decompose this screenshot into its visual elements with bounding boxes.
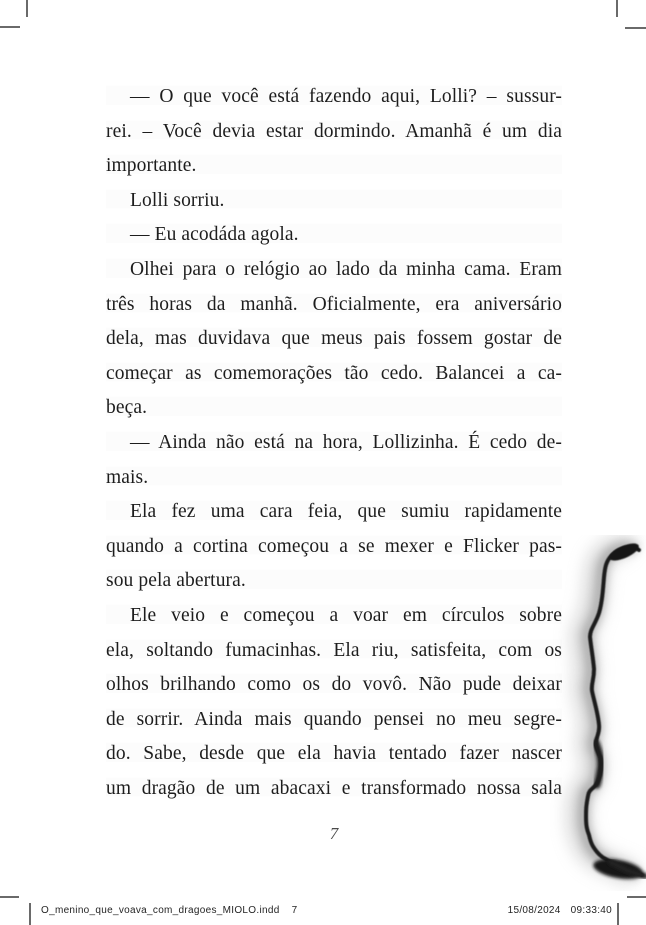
- text-line: mais.: [106, 461, 562, 496]
- text-line: Ele veio e começou a voar em círculos sobre: [106, 599, 562, 634]
- text-line: dela, mas duvidava que meus pais fossem gostar de: [106, 322, 562, 357]
- text-line: sou pela abertura.: [106, 564, 562, 599]
- text-line: Lolli sorriu.: [106, 184, 562, 219]
- footer-date: 15/08/2024: [507, 905, 561, 916]
- footer-datetime: [508, 905, 612, 916]
- footer-time: 09:33:40: [570, 905, 612, 916]
- crop-mark-bottom-right-vertical: [617, 903, 619, 925]
- text-line: do. Sabe, desde que ela havia tentado fazer nascer: [106, 737, 562, 772]
- text-line: ela, soltando fumacinhas. Ela riu, satisfeita, com os: [106, 634, 562, 669]
- body-text: [106, 80, 562, 806]
- text-line: Ela fez uma cara feia, que sumiu rapidamente: [106, 495, 562, 530]
- crop-mark-top-left-vertical: [26, 0, 28, 17]
- text-line: começar as comemorações tão cedo. Balancei a ca-: [106, 357, 562, 392]
- crop-mark-bottom-left-horizontal: [0, 896, 19, 898]
- text-line: beça.: [106, 391, 562, 426]
- crop-mark-top-left-horizontal: [0, 26, 20, 28]
- text-line: rei. – Você devia estar dormindo. Amanhã é um dia: [106, 115, 562, 150]
- text-line: um dragão de um abacaxi e transformado nossa sala: [106, 772, 562, 807]
- crop-mark-top-right-vertical: [616, 0, 618, 17]
- footer-filename: [41, 905, 297, 916]
- text-line: três horas da manhã. Oficialmente, era aniversário: [106, 288, 562, 323]
- crop-mark-bottom-left-vertical: [29, 903, 31, 925]
- text-line: quando a cortina começou a se mexer e Flicker pas-: [106, 530, 562, 565]
- text-line: — O que você está fazendo aqui, Lolli? – sussur-: [106, 80, 562, 115]
- text-line: importante.: [106, 149, 562, 184]
- text-line: Olhei para o relógio ao lado da minha cama. Eram: [106, 253, 562, 288]
- footer-filename-text: O_menino_que_voava_com_dragoes_MIOLO.indd: [41, 905, 280, 916]
- torn-paper-edge-graphic: [536, 535, 646, 891]
- crop-mark-top-right-horizontal: [625, 27, 646, 29]
- crop-mark-bottom-right-horizontal: [627, 896, 646, 898]
- text-line: olhos brilhando como os do vovô. Não pude deixar: [106, 668, 562, 703]
- text-line: — Ainda não está na hora, Lollizinha. É cedo de-: [106, 426, 562, 461]
- text-line: — Eu acodáda agola.: [106, 218, 562, 253]
- footer-filename-page: 7: [291, 905, 298, 916]
- text-line: de sorrir. Ainda mais quando pensei no meu segre-: [106, 703, 562, 738]
- page-number: 7: [329, 824, 339, 843]
